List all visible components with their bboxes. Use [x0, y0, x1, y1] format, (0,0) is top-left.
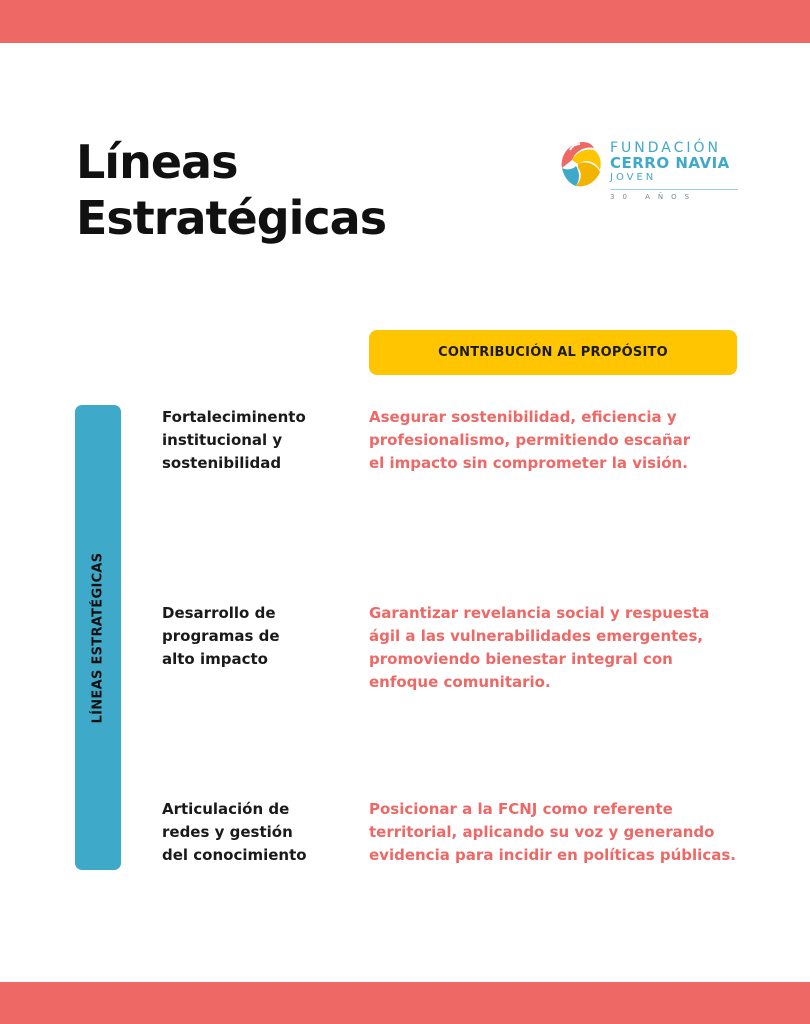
line-3-description-part: evidencia para incidir en políticas públicas. — [369, 846, 736, 864]
line-2-description-part: promoviendo bienestar integral con — [369, 650, 673, 668]
logo-divider — [610, 189, 738, 190]
page-title — [76, 134, 386, 246]
line-2-description-part: enfoque comunitario. — [369, 673, 551, 691]
line-2-title-part: Desarrollo de — [162, 604, 276, 622]
logo-text-30-anos: 30 AÑOS — [610, 193, 698, 201]
line-1-description — [369, 406, 769, 475]
line-1-title-part: institucional y — [162, 431, 283, 449]
top-band — [0, 0, 810, 43]
line-3-description — [369, 798, 769, 867]
line-2-title-part: alto impacto — [162, 650, 268, 668]
line-2-title — [162, 602, 352, 671]
page-title-line-1: Líneas — [76, 135, 238, 189]
line-3-title-part: Articulación de — [162, 800, 290, 818]
line-3-title — [162, 798, 352, 867]
sidebar-label: LÍNEAS ESTRATÉGICAS — [90, 552, 106, 723]
line-3-title-part: redes y gestión — [162, 823, 293, 841]
logo-text-joven: JOVEN — [610, 172, 657, 183]
line-1-description-part: el impacto sin comprometer la visión. — [369, 454, 688, 472]
line-3-title-part: del conocimiento — [162, 846, 307, 864]
logo-text-cerro-navia: CERRO NAVIA — [610, 154, 730, 172]
line-1-description-part: Asegurar sostenibilidad, eficiencia y — [369, 408, 677, 426]
line-3-description-part: territorial, aplicando su voz y generando — [369, 823, 715, 841]
line-2-description-part: ágil a las vulnerabilidades emergentes, — [369, 627, 704, 645]
line-1-title-part: sostenibilidad — [162, 454, 282, 472]
bottom-band — [0, 982, 810, 1024]
line-1-description-part: profesionalismo, permitiendo escañar — [369, 431, 691, 449]
line-2-description — [369, 602, 769, 694]
contribution-header: CONTRIBUCIÓN AL PROPÓSITO — [369, 330, 737, 375]
logo-emblem-icon — [556, 138, 608, 190]
line-3-description-part: Posicionar a la FCNJ como referente — [369, 800, 673, 818]
sidebar-lineas-estrategicas — [75, 405, 121, 870]
page-title-line-2: Estratégicas — [76, 191, 387, 245]
logo-text-fundacion: FUNDACIÓN — [610, 140, 722, 156]
line-1-title-part: Fortaleciminento — [162, 408, 306, 426]
line-2-description-part: Garantizar revelancia social y respuesta — [369, 604, 710, 622]
fundacion-logo — [556, 138, 746, 208]
line-1-title — [162, 406, 352, 475]
line-2-title-part: programas de — [162, 627, 280, 645]
